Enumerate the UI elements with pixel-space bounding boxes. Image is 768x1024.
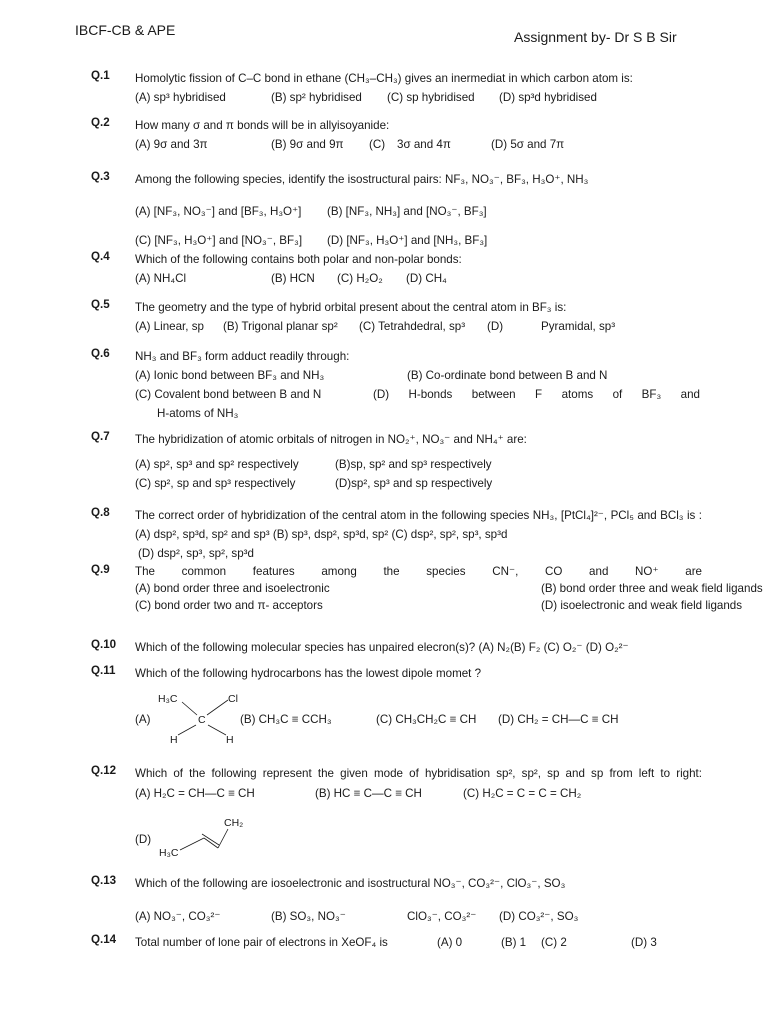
question-number: Q.3 <box>91 170 110 183</box>
bond-line <box>218 829 228 848</box>
question-2 <box>91 116 702 154</box>
option-d: (D) <box>135 833 152 846</box>
option-c: (C) sp hybridised <box>387 91 475 104</box>
question-4 <box>91 250 702 288</box>
option-d: (D) CH₄ <box>406 272 447 285</box>
question-stem: Which of the following represent the given mode of hybridisation sp², sp², sp and sp from left to right: <box>135 767 702 780</box>
option-d: (D) 5σ and 7π <box>491 138 565 151</box>
question-number: Q.13 <box>91 874 117 887</box>
option-a: (A) sp², sp³ and sp² respectively <box>135 458 299 471</box>
option-a: (A) NO₃⁻, CO₃²⁻ <box>135 910 221 923</box>
question-stem: NH₃ and BF₃ form adduct readily through: <box>135 350 350 363</box>
question-number: Q.8 <box>91 506 110 519</box>
question-number: Q.11 <box>91 664 116 677</box>
question-10 <box>91 638 702 657</box>
question-number: Q.5 <box>91 298 110 311</box>
option-c: (C) H₂O₂ <box>337 272 383 285</box>
option-b: (B) 9σ and 9π <box>271 138 344 151</box>
option-c: (C) O₂⁻ <box>543 641 583 654</box>
question-stem: How many σ and π bonds will be in allyisoyanide: <box>135 119 390 132</box>
question-number: Q.7 <box>91 430 110 443</box>
question-stem: Among the following species, identify the isostructural pairs: NF₃, NO₃⁻, BF₃, H₃O⁺, NH₃ <box>135 173 589 186</box>
option-b: (B) bond order three and weak field ligands <box>541 582 763 595</box>
methylene-label: CH₂ <box>224 817 244 829</box>
option-a: (A) 0 <box>437 936 463 949</box>
question-8 <box>91 506 702 563</box>
question-number: Q.12 <box>91 764 117 777</box>
hydrogen-label-2: H <box>226 734 234 746</box>
option-a: (A) H₂C = CH—C ≡ CH <box>135 787 255 800</box>
question-stem: The common features among the species CN⁻, CO and NO⁺ are <box>135 565 702 578</box>
bond-line <box>178 725 196 735</box>
option-c-text: 3σ and 4π <box>397 138 451 151</box>
bond-line <box>202 834 219 845</box>
option-b: (B) CH₃C ≡ CCH₃ <box>240 713 332 726</box>
methyl-label: H₃C <box>159 847 179 859</box>
option-b: (B) [NF₃, NH₃] and [NO₃⁻, BF₃] <box>327 205 487 218</box>
question-1 <box>91 69 702 107</box>
option-d: (D) dsp², sp³, sp², sp³d <box>138 547 254 560</box>
question-number: Q.9 <box>91 563 110 576</box>
question-14 <box>91 933 702 952</box>
option-c: (C) <box>369 138 386 151</box>
question-number: Q.10 <box>91 638 117 651</box>
question-stem: Which of the following molecular species has unpaired elecron(s)? <box>135 641 476 654</box>
option-b: (B) Co-ordinate bond between B and N <box>407 369 608 382</box>
option-b: (B) HC ≡ C—C ≡ CH <box>315 787 422 800</box>
bond-line <box>207 700 228 715</box>
option-a: (A) NH₄Cl <box>135 272 187 285</box>
question-stem: The geometry and the type of hybrid orbital present about the central atom in BF₃ is: <box>135 301 567 314</box>
question-7 <box>91 430 702 493</box>
option-c: (C) Tetrahdedral, sp³ <box>359 320 466 333</box>
option-d: (D) 3 <box>631 936 657 949</box>
question-11 <box>91 664 702 683</box>
question-stem: The correct order of hybridization of the central atom in the following species NH₃, [PtCl₄]²⁻, PCl₅ and BCl₃ is : <box>135 509 702 522</box>
question-9 <box>91 563 763 614</box>
option-d: (D) CO₃²⁻, SO₃ <box>499 910 579 923</box>
chlorine-label: Cl <box>228 693 238 705</box>
header-right: Assignment by- Dr S B Sir <box>514 29 677 45</box>
option-b: (B) Trigonal planar sp² <box>223 320 338 333</box>
header-left: IBCF-CB & APE <box>75 22 176 38</box>
option-c: (C) [NF₃, H₃O⁺] and [NO₃⁻, BF₃] <box>135 234 303 247</box>
option-d: (D)sp², sp³ and sp respectively <box>335 477 493 490</box>
carbon-label: C <box>198 714 206 726</box>
option-c: (C) H₂C = C = C = CH₂ <box>463 787 582 800</box>
option-b: (B) sp² hybridised <box>271 91 362 104</box>
option-a: (A) [NF₃, NO₃⁻] and [BF₃, H₃O⁺] <box>135 205 302 218</box>
option-a: (A) Ionic bond between BF₃ and NH₃ <box>135 369 325 382</box>
question-5 <box>91 298 702 336</box>
option-d: (D) H-bonds between F atoms of BF₃ and <box>373 388 700 401</box>
question-number: Q.1 <box>91 69 110 82</box>
question-stem: Total number of lone pair of electrons in XeOF₄ is <box>135 936 388 949</box>
question-6 <box>91 347 702 423</box>
option-a: (A) 9σ and 3π <box>135 138 208 151</box>
option-d: (D) <box>487 320 504 333</box>
option-a: (A) dsp², sp³d, sp² and sp³ <box>135 528 270 541</box>
option-a: (A) Linear, sp <box>135 320 204 333</box>
question-stem: Homolytic fission of C–C bond in ethane (CH₃–CH₃) gives an inermediat in which carbon atom is: <box>135 72 633 85</box>
cis-structure-diagram <box>150 688 245 746</box>
bond-line <box>208 725 226 735</box>
question-stem: Which of the following are iosoelectronic and isostructural NO₃⁻, CO₃²⁻, ClO₃⁻, SO₃ <box>135 877 566 890</box>
option-d-text: Pyramidal, sp³ <box>541 320 616 333</box>
option-a: (A) <box>135 713 151 726</box>
option-b: (B) sp³, dsp², sp³d, sp² <box>272 528 389 541</box>
option-d: (D) CH₂ = CH—C ≡ CH <box>498 713 619 726</box>
option-b: (B) 1 <box>501 936 527 949</box>
hydrogen-label-1: H <box>170 734 178 746</box>
option-d: (D) sp³d hybridised <box>499 91 597 104</box>
option-d: (D) [NF₃, H₃O⁺] and [NH₃, BF₃] <box>327 234 488 247</box>
option-c: (C) 2 <box>541 936 567 949</box>
option-a: (A) sp³ hybridised <box>135 91 226 104</box>
question-13 <box>91 874 702 926</box>
option-d: (D) O₂²⁻ <box>585 641 629 654</box>
question-stem: The hybridization of atomic orbitals of nitrogen in NO₂⁺, NO₃⁻ and NH₄⁺ are: <box>135 433 527 446</box>
butadiene-structure-diagram <box>156 812 256 862</box>
option-c: (C) bond order two and π- acceptors <box>135 599 323 612</box>
question-number: Q.2 <box>91 116 110 129</box>
option-a: (A) bond order three and isoelectronic <box>135 582 330 595</box>
option-c-text: ClO₃⁻, CO₃²⁻ <box>407 910 477 923</box>
option-b: (B) SO₃, NO₃⁻ <box>271 910 346 923</box>
question-stem: Which of the following contains both polar and non-polar bonds: <box>135 253 462 266</box>
bond-line <box>182 702 197 715</box>
option-c: (C) CH₃CH₂C ≡ CH <box>376 713 477 726</box>
bond-line <box>180 838 204 850</box>
option-c: (C) sp², sp and sp³ respectively <box>135 477 296 490</box>
methyl-label: H₃C <box>158 693 178 705</box>
option-b: (B) HCN <box>271 272 315 285</box>
option-d: (D) isoelectronic and weak field ligands <box>541 599 743 612</box>
option-b: (B) F₂ <box>510 641 541 654</box>
option-b: (B)sp, sp² and sp³ respectively <box>335 458 492 471</box>
question-12 <box>91 764 702 803</box>
question-number: Q.6 <box>91 347 110 360</box>
option-c: (C) Covalent bond between B and N <box>135 388 322 401</box>
question-3 <box>91 170 702 255</box>
option-a: (A) N₂ <box>478 641 511 654</box>
option-d-continued: H-atoms of NH₃ <box>157 407 239 420</box>
question-stem: Which of the following hydrocarbons has the lowest dipole momet ? <box>135 667 482 680</box>
question-number: Q.14 <box>91 933 117 946</box>
option-c: (C) dsp², sp², sp³, sp³d <box>391 528 508 541</box>
question-number: Q.4 <box>91 250 110 263</box>
